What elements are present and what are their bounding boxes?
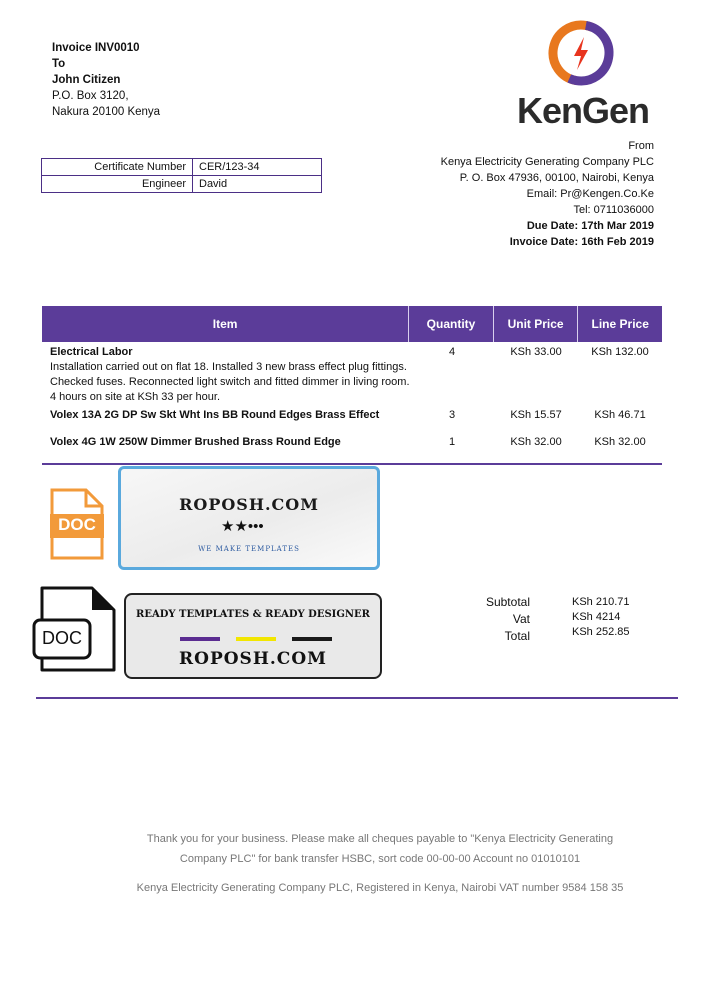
from-label: From: [628, 140, 654, 152]
doc-file-icon: [48, 486, 106, 567]
footer-registration: Kenya Electricity Generating Company PLC, Registered in Kenya, Nairobi VAT number 9584 158 35: [136, 882, 624, 894]
due-date: Due Date: 17th Mar 2019: [526, 220, 654, 232]
company-address: P. O. Box 47936, 00100, Nairobi, Kenya: [459, 172, 654, 184]
items-table: [42, 306, 662, 465]
item-quantity: 1: [448, 436, 456, 448]
header-unit-price: Unit Price: [494, 306, 579, 342]
banner2-title: READY TEMPLATES & READY DESIGNER: [136, 609, 370, 620]
table-row: [42, 408, 662, 423]
bill-to-block: [52, 40, 160, 120]
header-item: Item: [42, 306, 409, 342]
item-unit-price: KSh 33.00: [510, 346, 562, 358]
banner2-bar-purple: [180, 637, 220, 641]
engineer-label: Engineer: [42, 176, 193, 193]
banner2-site: ROPOSH.COM: [179, 649, 327, 669]
table-row: [42, 435, 662, 450]
table-divider: [42, 463, 662, 465]
header-line-price: Line Price: [591, 317, 649, 331]
item-unit-price: KSh 32.00: [510, 436, 562, 448]
invoice-date: Invoice Date: 16th Feb 2019: [509, 236, 654, 248]
header-quantity: Quantity: [409, 306, 494, 342]
item-line-price: KSh 132.00: [591, 346, 649, 358]
item-title: Volex 4G 1W 250W Dimmer Brushed Brass Round Edge: [50, 436, 341, 448]
doc-label: DOC: [42, 628, 82, 648]
watermark-banner-2: [124, 593, 382, 679]
item-unit-price: KSh 15.57: [510, 409, 562, 421]
item-line-price: KSh 46.71: [594, 409, 646, 421]
certificate-number-label: Certificate Number: [42, 159, 193, 176]
item-line-price: KSh 32.00: [594, 436, 646, 448]
customer-name: John Citizen: [52, 74, 121, 86]
footer-thanks-line2: Company PLC" for bank transfer HSBC, sort code 00-00-00 Account no 01010101: [179, 853, 581, 865]
logo-text: KenGen: [516, 90, 650, 131]
company-logo: [508, 20, 658, 138]
item-title: Volex 13A 2G DP Sw Skt Wht Ins BB Round Edges Brass Effect: [50, 409, 380, 421]
engineer-value: David: [193, 176, 322, 193]
total-value: KSh 252.85: [572, 626, 630, 638]
company-name: Kenya Electricity Generating Company PLC: [440, 156, 654, 168]
item-quantity: 4: [448, 346, 456, 358]
certificate-table: [41, 158, 322, 193]
doc-label: DOC: [58, 515, 96, 534]
certificate-row: [42, 159, 322, 176]
invoice-number: Invoice INV0010: [52, 42, 140, 54]
banner1-subtitle: WE MAKE TEMPLATES: [198, 545, 300, 553]
item-cell: [42, 345, 410, 405]
customer-address-line2: Nakura 20100 Kenya: [52, 106, 161, 118]
to-label: To: [52, 58, 66, 70]
vat-label: Vat: [512, 612, 530, 626]
banner1-stars: ★★•••: [221, 518, 264, 535]
footer-thanks-line1: Thank you for your business. Please make all cheques payable to "Kenya Electricity Generating: [146, 833, 614, 845]
company-email[interactable]: Email: Pr@Kengen.Co.Ke: [526, 188, 654, 200]
engineer-row: [42, 176, 322, 193]
table-row: [42, 345, 662, 405]
item-quantity: 3: [448, 409, 456, 421]
subtotal-label: Subtotal: [485, 595, 530, 609]
from-block: [441, 138, 654, 250]
watermark-banner-1: [118, 466, 380, 570]
company-tel: Tel: 0711036000: [573, 204, 654, 216]
customer-address-line1: P.O. Box 3120,: [52, 90, 129, 102]
certificate-number-value: CER/123-34: [193, 159, 322, 176]
item-title: Electrical Labor: [50, 346, 133, 358]
items-header: [42, 306, 662, 342]
doc-file-icon: [32, 584, 118, 681]
banner2-bar-yellow: [236, 637, 276, 641]
subtotal-value: KSh 210.71: [572, 596, 630, 608]
kengen-logo-icon: [508, 20, 658, 90]
total-label: Total: [504, 629, 530, 643]
banner1-title: ROPOSH.COM: [179, 495, 319, 514]
vat-value: KSh 4214: [572, 611, 621, 623]
item-description: Installation carried out on flat 18. Installed 3 new brass effect plug fittings. Checked fuses. Reconnected light switch and fitted dimmer in living room. 4 hours on site at KSh 33 per hour.: [50, 361, 410, 403]
bottom-divider: [36, 697, 678, 699]
banner2-bar-black: [292, 637, 332, 641]
